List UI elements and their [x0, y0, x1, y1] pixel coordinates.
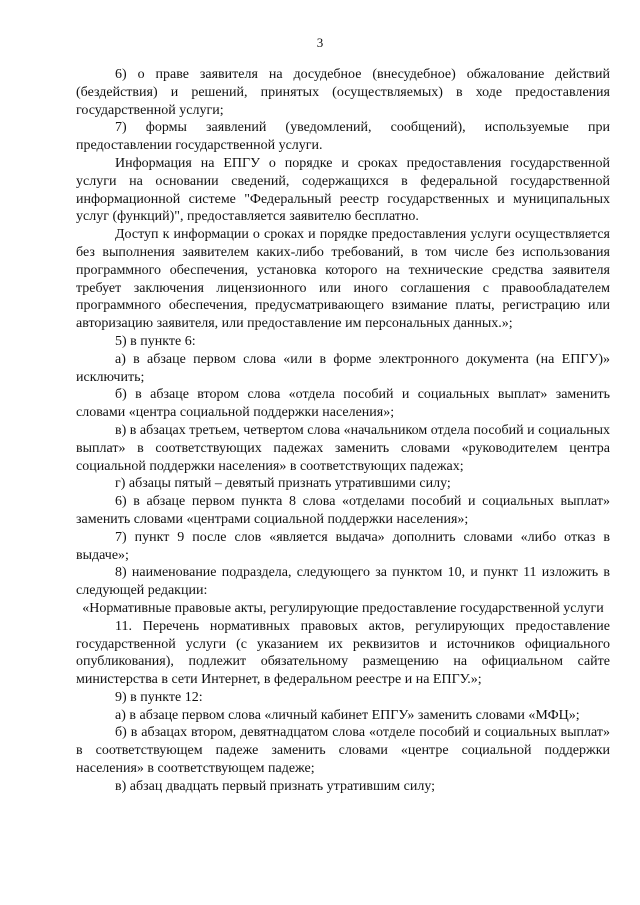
page-number: 3 — [316, 35, 324, 50]
paragraph-subpoint-a: а) в абзаце первом слова «или в форме электронного документа (на ЕПГУ)» исключить; — [76, 351, 610, 385]
paragraph-point-9: 9) в пункте 12: — [115, 689, 203, 705]
paragraph-point-5: 5) в пункте 6: — [115, 333, 196, 349]
paragraph-item-7: 7) формы заявлений (уведомлений, сообщений), используемые при предоставлении государственной услуги. — [76, 120, 610, 154]
paragraph-subpoint-v: в) в абзацах третьем, четвертом слова «начальником отдела пособий и социальных выплат» в соответствующих падежах заменить словами «руководителем центра социальной поддержки населения» в соответствующих падежах; — [76, 422, 610, 474]
paragraph-point-6: 6) в абзаце первом пункта 8 слова «отделами пособий и социальных выплат» заменить словами «центрами социальной поддержки населения»; — [76, 494, 610, 527]
paragraph-info-epgu: Информация на ЕПГУ о порядке и сроках предоставления государственной услуги на основании сведений, содержащихся в федеральной государственной информационной системе "Федеральный реестр государственных и муниципальных услуг (функций)", предоставляется заявителю бесплатно. — [76, 155, 610, 225]
section-heading: «Нормативные правовые акты, регулирующие предоставление государственной услуги — [82, 600, 604, 616]
paragraph-point-9-a: а) в абзаце первом слова «личный кабинет ЕПГУ» заменить словами «МФЦ»; — [115, 707, 580, 723]
paragraph-point-8: 8) наименование подраздела, следующего за пунктом 10, и пункт 11 изложить в следующей редакции: — [76, 565, 610, 599]
paragraph-point-9-v: в) абзац двадцать первый признать утратившим силу; — [115, 778, 436, 794]
paragraph-point-9-b: б) в абзацах втором, девятнадцатом слова «отделе пособий и социальных выплат» в соответствующем падеже заменить словами «центре социальной поддержки населения» в соответствующем падеже; — [76, 725, 610, 777]
paragraph-point-11: 11. Перечень нормативных правовых актов, регулирующих предоставление государственной услуги (с указанием их реквизитов и источников официального опубликования), подлежит обязательному размещению на официальном сайте министерства в сети Интернет, в федеральном реестре и на ЕПГУ.»; — [76, 618, 610, 688]
paragraph-subpoint-g: г) абзацы пятый – девятый признать утратившими силу; — [115, 476, 451, 492]
paragraph-access-info: Доступ к информации о сроках и порядке предоставления услуги осуществляется без выполнения заявителем каких-либо требований, в том числе без использования программного обеспечения, установка которого на технические средства заявителя требует заключения лицензионного или иного соглашения с правообладателем программного обеспечения, предусматривающего взимание платы, регистрацию или авторизацию заявителя, или предоставление им персональных данных.»; — [76, 227, 610, 332]
paragraph-item-6: 6) о праве заявителя на досудебное (внесудебное) обжалование действий (бездействия) и решений, принятых (осуществляемых) в ходе предоставления государственной услуги; — [76, 67, 610, 118]
document-body — [76, 66, 610, 796]
paragraph-point-7: 7) пункт 9 после слов «является выдача» дополнить словами «либо отказ в выдаче»; — [76, 529, 610, 563]
paragraph-subpoint-b: б) в абзаце втором слова «отдела пособий и социальных выплат» заменить словами «центра социальной поддержки населения»; — [76, 387, 610, 421]
